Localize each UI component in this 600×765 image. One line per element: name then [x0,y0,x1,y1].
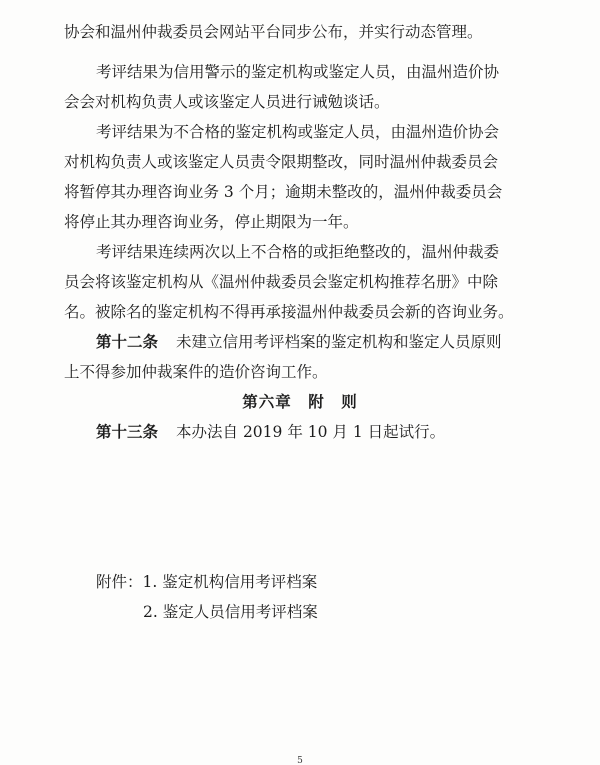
article-12 [96,332,502,352]
article-text: 本办法自 2019 年 10 月 1 日起试行。 [176,423,446,441]
paragraph-line: 考评结果为不合格的鉴定机构或鉴定人员，由温州造价协会 [96,123,500,141]
paragraph-line: 考评结果为信用警示的鉴定机构或鉴定人员，由温州造价协 [96,63,500,81]
paragraph-line: 考评结果连续两次以上不合格的或拒绝整改的，温州仲裁委 [96,243,500,261]
attachment-line [96,572,317,592]
article-text: 未建立信用考评档案的鉴定机构和鉴定人员原则 [176,333,502,351]
article-13 [96,422,445,442]
page-number: 5 [297,756,303,765]
attachment-item: 2. 鉴定人员信用考评档案 [143,603,318,621]
chapter-heading: 第六章 附 则 [242,393,358,411]
paragraph-line: 对机构负责人或该鉴定人员责令限期整改，同时温州仲裁委员会 [64,153,499,171]
attachment-label: 附件： [96,573,143,591]
paragraph-line: 协会和温州仲裁委员会网站平台同步公布，并实行动态管理。 [64,23,483,41]
paragraph-line: 将停止其办理咨询业务，停止期限为一年。 [64,213,359,231]
paragraph-line: 员会将该鉴定机构从《温州仲裁委员会鉴定机构推荐名册》中除 [64,273,499,291]
paragraph-line: 名。被除名的鉴定机构不得再承接温州仲裁委员会新的咨询业务。 [64,303,514,321]
attachment-item: 1. 鉴定机构信用考评档案 [142,573,318,591]
article-label: 第十二条 [96,333,159,351]
paragraph-line: 会会对机构负责人或该鉴定人员进行诫勉谈话。 [64,93,390,111]
article-label: 第十三条 [96,423,159,441]
paragraph-line: 上不得参加仲裁案件的造价咨询工作。 [64,363,328,381]
paragraph-line: 将暂停其办理咨询业务 3 个月；逾期未整改的，温州仲裁委员会 [64,183,503,201]
